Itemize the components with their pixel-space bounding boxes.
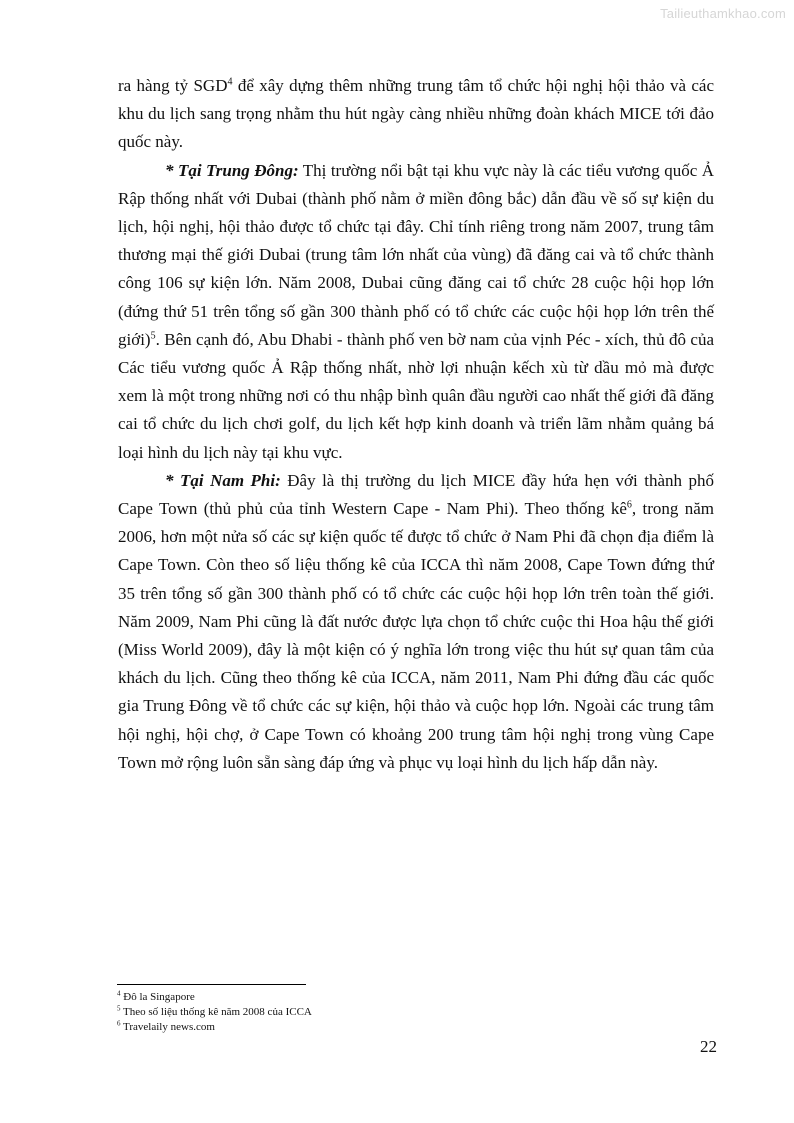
footnote-item [117,1005,517,1020]
body-text [118,72,714,777]
paragraph-text: Thị trường nổi bật tại khu vực này là các tiểu vương quốc Ả Rập thống nhất với Dubai (thành phố nằm ở miền đông bắc) dẫn đầu về số sự kiện du lịch, hội nghị, hội thảo được tổ chức tại đây. Chỉ tính riêng trong năm 2007, trung tâm thương mại thế giới Dubai (trung tâm lớn nhất của vùng) đã đăng cai và tổ chức thành công 106 sự kiện lớn. Năm 2008, Dubai cũng đăng cai tổ chức 28 cuộc hội họp lớn (đứng thứ 51 trên tổng số gần 300 thành phố có tổ chức các cuộc hội họp lớn trên thế giới) [118,160,714,349]
footnote-item [117,990,517,1005]
paragraph-middle-east [118,157,714,467]
footnote-text: Đô la Singapore [120,991,195,1003]
paragraph-text: ra hàng tỷ SGD [118,76,228,95]
watermark: Tailieuthamkhao.com [660,6,786,21]
paragraph-text: . Bên cạnh đó, Abu Dhabi - thành phố ven bờ nam của vịnh Péc - xích, thủ đô của Các tiểu vương quốc Ả Rập thống nhất, nhờ lợi nhuận kếch xù từ dầu mỏ mà được xem là một trong những nơi có thu nhập bình quân đầu người cao nhất thế giới đã đăng cai tổ chức du lịch chơi golf, du lịch kết hợp kinh doanh và triển lãm nhằm quảng bá loại hình du lịch này tại khu vực. [118,329,714,462]
paragraph-text: để xây dựng thêm những trung tâm tổ chức hội nghị hội thảo và các khu du lịch sang trọng nhằm thu hút ngày càng nhiều những đoàn khách MICE tới đảo quốc này. [118,76,714,152]
footnote-ref[interactable]: 5 [150,330,156,342]
footnote-number: 5 [117,1004,121,1013]
footnote-item [117,1020,517,1035]
footnote-ref[interactable]: 6 [626,499,632,511]
paragraph-text: , trong năm 2006, hơn một nửa số các sự kiện quốc tế được tổ chức ở Nam Phi đã chọn địa điểm là Cape Town. Còn theo số liệu thống kê của ICCA thì năm 2008, Cape Town đứng thứ 35 trên tổng số gần 300 thành phố có tổ chức các cuộc hội họp lớn trên toàn thế giới. Năm 2009, Nam Phi cũng là đất nước được lựa chọn tổ chức cuộc thi Hoa hậu thế giới (Miss World 2009), đây là một kiện có ý nghĩa lớn trong việc thu hút sự quan tâm của khách du lịch. Cũng theo thống kê của ICCA, năm 2011, Nam Phi đứng đầu các quốc gia Trung Đông về tổ chức các sự kiện, hội thảo và cuộc họp lớn. Ngoài các trung tâm hội nghị, hội chợ, ở Cape Town có khoảng 200 trung tâm hội nghị trong vùng Cape Town mở rộng luôn sẵn sàng đáp ứng và phục vụ loại hình du lịch hấp dẫn này. [118,499,714,772]
footnote-text: Theo số liệu thống kê năm 2008 của ICCA [120,1006,312,1018]
section-heading: * Tại Nam Phi: [165,470,281,490]
footnotes [117,990,517,1035]
paragraph-south-africa [118,467,714,777]
footnote-ref[interactable]: 4 [227,76,233,88]
footnote-number: 4 [117,989,121,998]
footnote-number: 6 [117,1019,121,1028]
page-number: 22 [700,1037,717,1056]
section-heading: * Tại Trung Đông: [165,160,299,180]
footnote-divider [117,984,306,985]
footnote-text: Travelaily news.com [120,1021,215,1033]
paragraph-continuation [118,72,714,157]
paragraph-text: Đây là thị trường du lịch MICE đầy hứa hẹn với thành phố Cape Town (thủ phủ của tỉnh Western Cape - Nam Phi). Theo thống kê [118,470,714,519]
